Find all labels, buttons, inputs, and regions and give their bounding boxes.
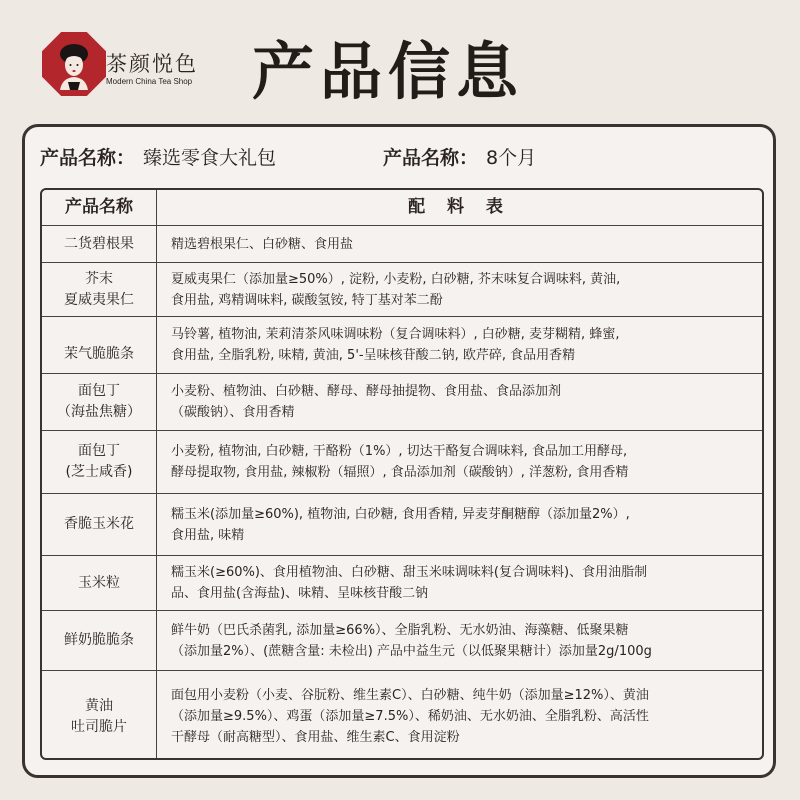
row-product-name: [42, 226, 157, 262]
ingredient-line: 食用盐, 全脂乳粉, 味精, 黄油, 5'-呈味核苷酸二钠, 欧芹碎, 食品用香精: [171, 348, 576, 363]
name-line: 吐司脆片: [71, 718, 127, 735]
ingredient-line: 食用盐, 鸡精调味料, 碳酸氢铵, 特丁基对苯二酚: [171, 292, 443, 308]
row-ingredients: [157, 374, 762, 430]
product-name-line: [40, 143, 276, 173]
ingredient-line: 夏威夷果仁（添加量≥50%）, 淀粉, 小麦粉, 白砂糖, 芥末味复合调味料, 黄油,: [171, 271, 621, 287]
table-row: [42, 225, 762, 262]
ingredient-line: 酵母提取物, 食用盐, 辣椒粉（辐照）, 食品添加剂（碳酸钠）, 洋葱粉, 食用香精: [171, 465, 629, 480]
ingredient-line: 糯玉米(≥60%)、食用植物油、白砂糖、甜玉米味调味料(复合调味料)、食用油脂制: [171, 565, 648, 580]
ingredient-line: 面包用小麦粉（小麦、谷朊粉、维生素C）、白砂糖、纯牛奶（添加量≥12%）、黄油: [171, 688, 649, 703]
table-header-row: [42, 190, 762, 225]
brand-subtitle: Modern China Tea Shop: [106, 77, 193, 86]
name-line: 面包丁: [78, 443, 120, 459]
header-ingredients: 配 料 表: [408, 197, 511, 217]
row-product-name: [42, 494, 157, 555]
name-line: 茉气脆脆条: [64, 346, 134, 362]
name-line: 芥末: [85, 270, 113, 287]
row-product-name: [42, 611, 157, 670]
row-ingredients: [157, 263, 762, 316]
brand-logo-icon: [42, 32, 106, 96]
shelf-life-value: 8个月: [486, 147, 537, 169]
table-row: [42, 430, 762, 493]
row-ingredients: [157, 494, 762, 555]
row-ingredients: [157, 671, 762, 760]
shelf-life-label: 产品名称：: [383, 147, 479, 169]
name-line: 夏威夷果仁: [64, 291, 134, 308]
row-product-name: [42, 374, 157, 430]
ingredient-line: 鲜牛奶（巴氏杀菌乳, 添加量≥66%）、全脂乳粉、无水奶油、海藻糖、低聚果糖: [171, 622, 629, 638]
product-name-value: 臻选零食大礼包: [143, 147, 277, 169]
name-line: 鲜奶脆脆条: [64, 632, 134, 648]
ingredient-line: 马铃薯, 植物油, 茉莉清茶风味调味粉（复合调味料）, 白砂糖, 麦芽糊精, 蜂蜜,: [171, 327, 620, 342]
ingredient-line: 品、食用盐(含海盐)、味精、呈味核苷酸二钠: [171, 586, 429, 601]
page-title: 产品信息: [252, 35, 525, 108]
brand-name: 茶颜悦色: [106, 52, 198, 76]
row-product-name: [42, 671, 157, 760]
table-row: [42, 262, 762, 316]
row-ingredients: [157, 611, 762, 670]
name-line: 面包丁: [78, 383, 120, 399]
name-line: (芝士咸香): [65, 464, 133, 480]
header-product-name: 产品名称: [42, 190, 157, 225]
shelf-life-line: [383, 143, 536, 173]
ingredient-line: 糯玉米(添加量≥60%), 植物油, 白砂糖, 食用香精, 异麦芽酮糖醇（添加量2%）,: [171, 506, 630, 522]
name-line: 玉米粒: [78, 574, 120, 591]
row-ingredients: [157, 226, 762, 262]
table-row: [42, 373, 762, 430]
product-name-label: 产品名称：: [40, 147, 136, 169]
ingredient-line: 食用盐, 味精: [171, 527, 245, 543]
ingredient-line: 小麦粉、植物油、白砂糖、酵母、酵母抽提物、食用盐、食品添加剂: [171, 384, 562, 399]
table-row: [42, 555, 762, 610]
table-row: [42, 670, 762, 760]
ingredient-line: 精选碧根果仁、白砂糖、食用盐: [171, 236, 354, 252]
ingredient-line: （添加量≥9.5%）、鸡蛋（添加量≥7.5%）、稀奶油、无水奶油、全脂乳粉、高活性: [171, 709, 649, 724]
name-line: （海盐焦糖）: [57, 404, 141, 420]
table-row: [42, 316, 762, 373]
ingredient-line: （添加量2%）、(蔗糖含量: 未检出) 产品中益生元（以低聚果糖计）添加量2g/100g: [171, 643, 652, 659]
row-ingredients: [157, 431, 762, 493]
table-row: [42, 610, 762, 670]
name-line: 香脆玉米花: [64, 516, 134, 532]
ingredient-line: （碳酸钠）、食用香精: [171, 405, 295, 420]
lady-portrait-icon: [50, 38, 98, 90]
name-line: 黄油: [85, 697, 113, 714]
name-line: 二货碧根果: [64, 235, 134, 252]
row-product-name: [42, 317, 157, 373]
row-product-name: [42, 431, 157, 493]
table-row: [42, 493, 762, 555]
ingredient-line: 小麦粉, 植物油, 白砂糖, 干酪粉（1%）, 切达干酪复合调味料, 食品加工用酵母,: [171, 444, 628, 459]
ingredients-table: [40, 188, 764, 760]
ingredient-line: 干酵母（耐高糖型）、食用盐、维生素C、食用淀粉: [171, 730, 460, 745]
row-ingredients: [157, 556, 762, 610]
row-product-name: [42, 556, 157, 610]
row-product-name: [42, 263, 157, 316]
header: [0, 0, 800, 125]
row-ingredients: [157, 317, 762, 373]
